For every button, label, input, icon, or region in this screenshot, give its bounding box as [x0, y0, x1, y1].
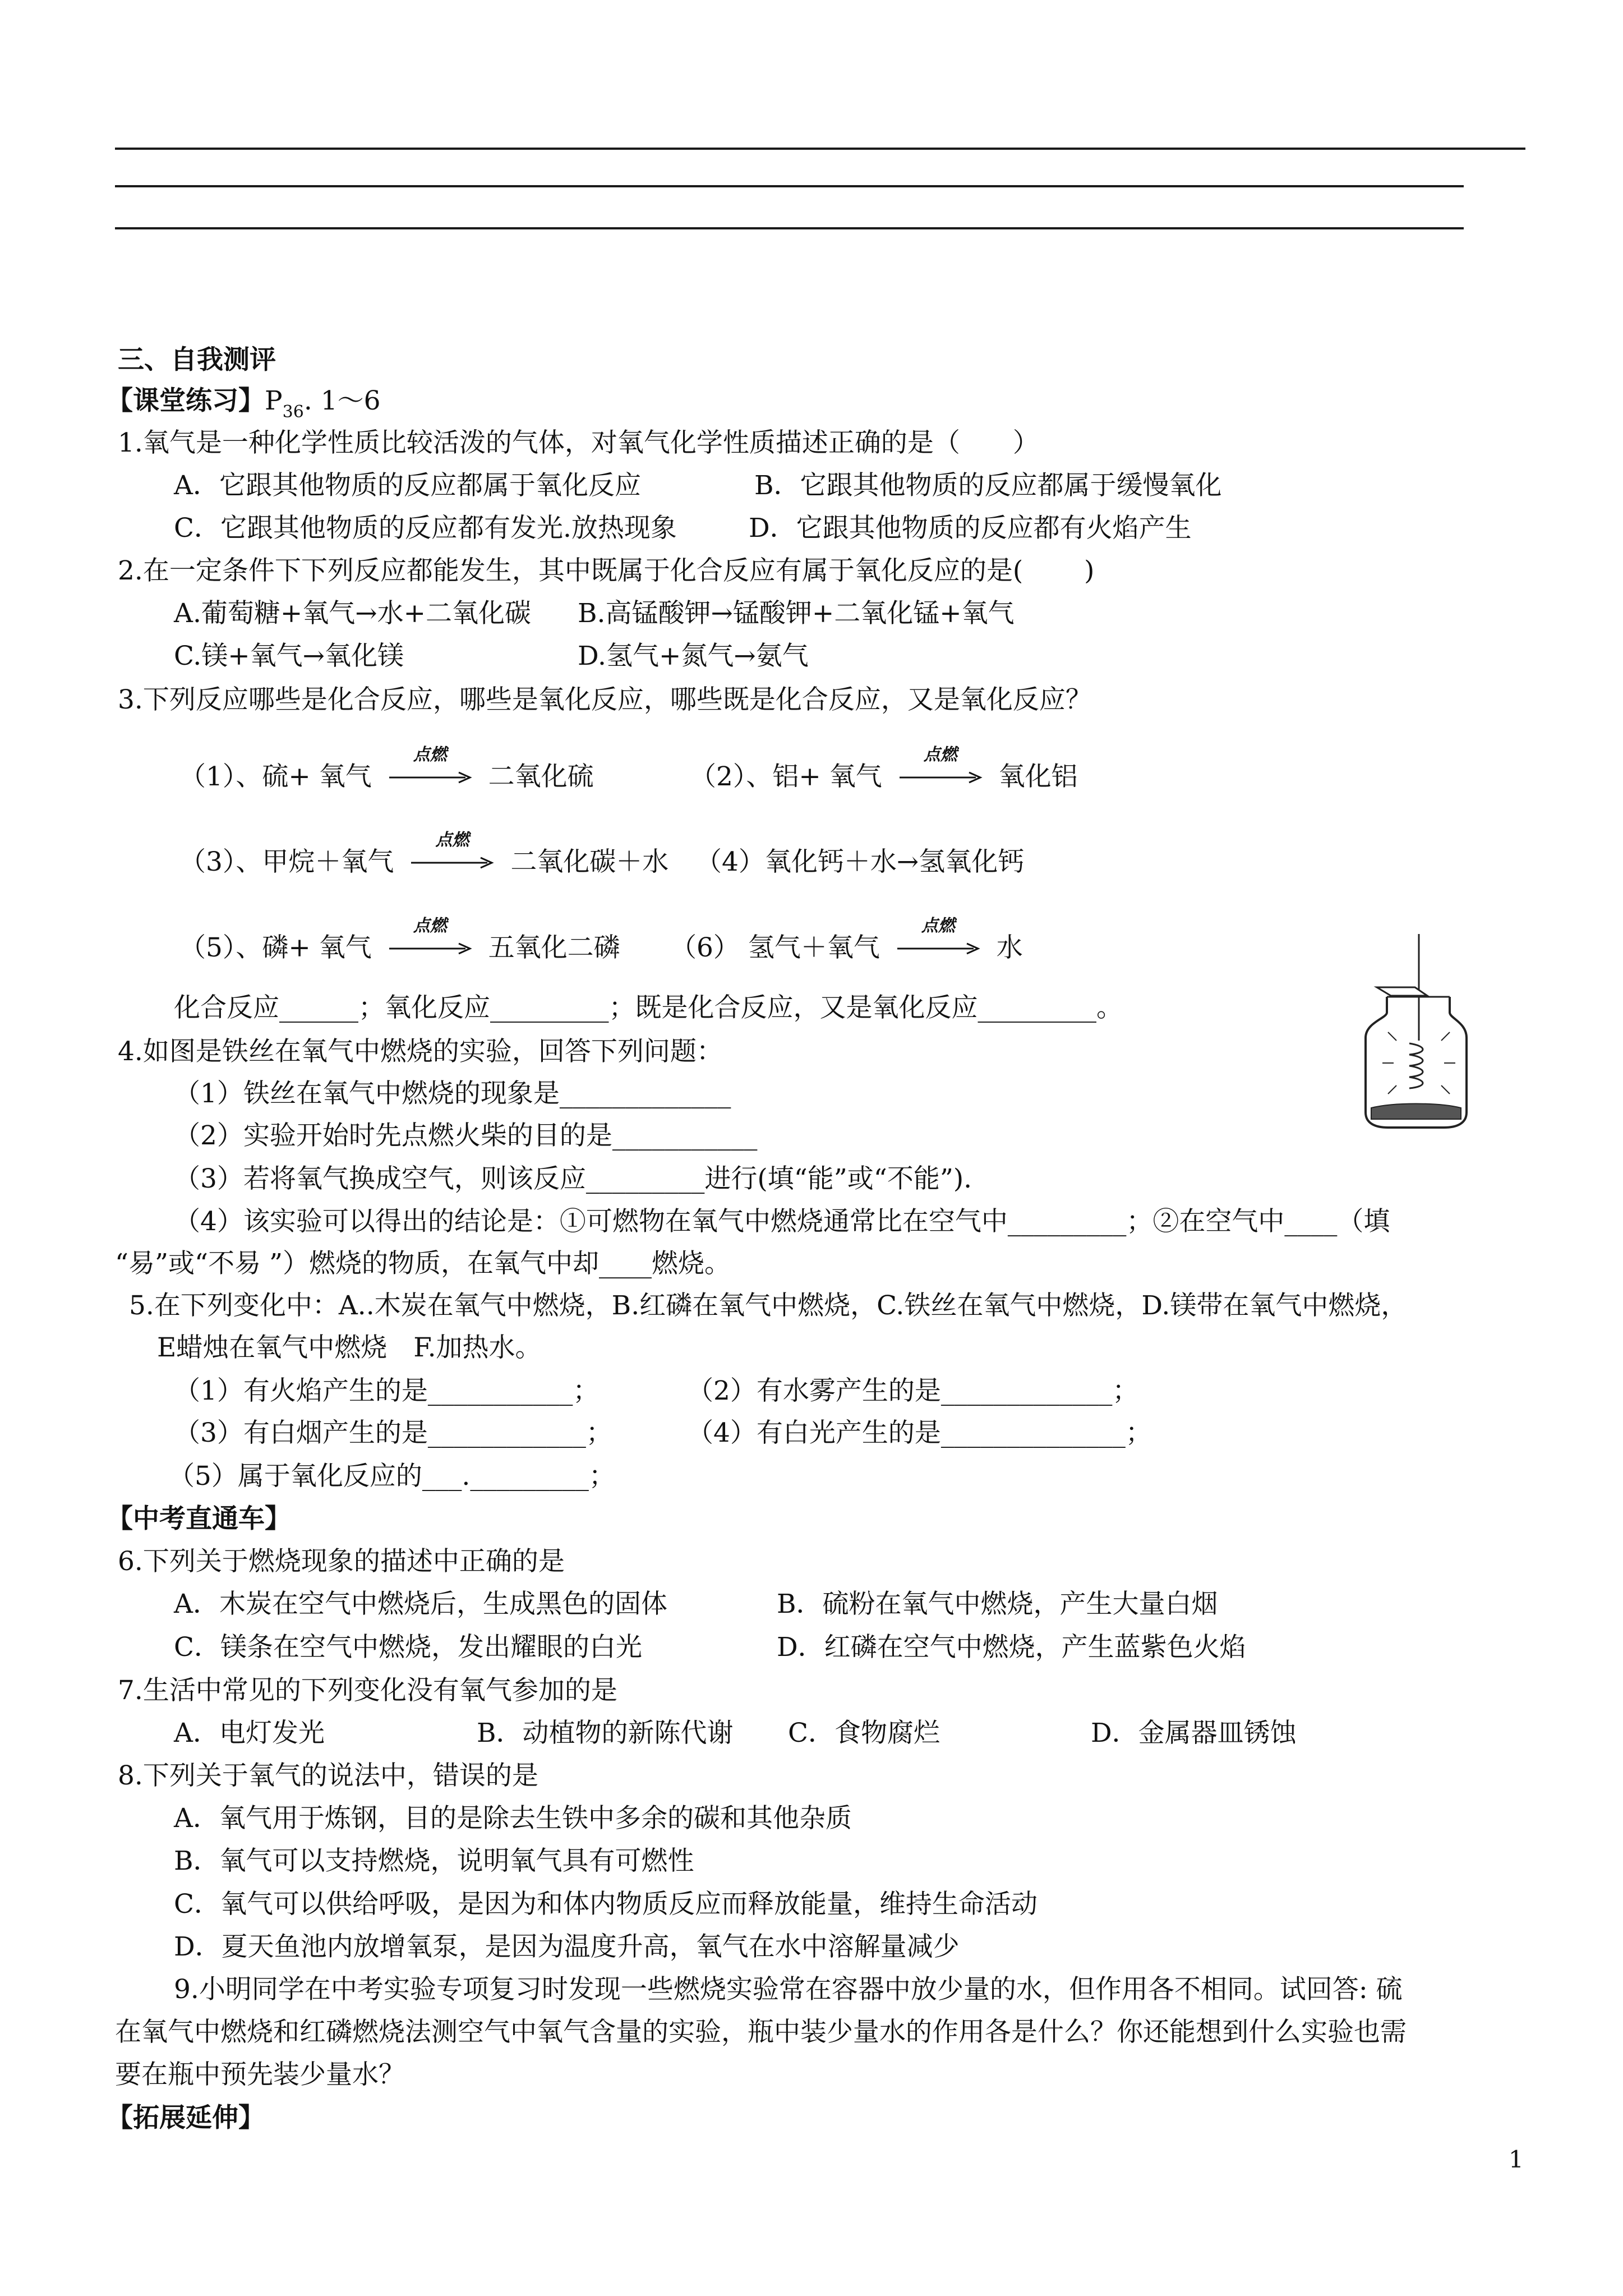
- answer-line-1: [115, 148, 1525, 150]
- q7-option-a: A．电灯发光: [174, 1718, 325, 1749]
- ignite-label: 点燃: [413, 916, 447, 936]
- ignite-arrow: [388, 745, 472, 794]
- section-title: 三、自我测评: [118, 344, 276, 375]
- q8-stem: 8.下列关于氧气的说法中，错误的是: [118, 1760, 538, 1791]
- ignite-arrow: [898, 745, 983, 794]
- q3-stem: 3.下列反应哪些是化合反应，哪些是氧化反应，哪些既是化合反应，又是氧化反应？: [118, 684, 1092, 715]
- q9-line-3: 要在瓶中预先装少量水？: [115, 2059, 405, 2090]
- ignite-arrow: [388, 916, 472, 965]
- ignite-arrow: [896, 916, 980, 965]
- q1-option-b: B．它跟其他物质的反应都属于缓慢氧化: [754, 470, 1222, 501]
- iron-wire-jar-icon: [1343, 934, 1478, 1136]
- q5-sub-2: （2）有水雾产生的是_____________；: [687, 1375, 1139, 1406]
- q6-option-a: A．木炭在空气中燃烧后，生成黑色的固体: [174, 1589, 667, 1619]
- classroom-heading: [107, 384, 381, 421]
- q4-sub-1: （1）铁丝在氧气中燃烧的现象是_____________: [174, 1078, 731, 1109]
- exam-heading: 【中考直通车】: [107, 1503, 291, 1534]
- ignite-label: 点燃: [921, 916, 955, 936]
- answer-line-3: [115, 227, 1464, 229]
- q5-sub-3: （3）有白烟产生的是____________；: [174, 1418, 612, 1448]
- q8-option-d: D．夏天鱼池内放增氧泵，是因为温度升高，氧气在水中溶解量减少: [174, 1931, 960, 1962]
- q5-stem: 5.在下列变化中：A..木炭在氧气中燃烧，B.红磷在氧气中燃烧，C.铁丝在氧气中燃烧，D.镁带在氧气中燃烧，: [129, 1290, 1408, 1321]
- extend-heading: 【拓展延伸】: [107, 2102, 265, 2133]
- q6-option-c: C．镁条在空气中燃烧，发出耀眼的白光: [174, 1632, 642, 1663]
- q4-stem: 4.如图是铁丝在氧气中燃烧的实验，回答下列问题：: [118, 1036, 723, 1067]
- answer-line-2: [115, 185, 1464, 187]
- reaction-5-product: 五氧化二磷: [488, 932, 620, 963]
- reaction-5: [179, 916, 620, 965]
- q3-answer-line: 化合反应______；氧化反应_________；既是化合反应，又是氧化反应_________。: [174, 992, 1123, 1023]
- reaction-1-product: 二氧化硫: [488, 761, 594, 792]
- classroom-heading-label: 【课堂练习】: [107, 385, 265, 416]
- ignite-arrow: [410, 830, 494, 879]
- reaction-2-product: 氧化铝: [998, 761, 1078, 792]
- q2-option-c: C.镁+氧气→氧化镁: [174, 641, 404, 671]
- reaction-1: [179, 745, 594, 794]
- q5-sub-4: （4）有白光产生的是______________；: [687, 1418, 1152, 1448]
- q2-option-b: B.高锰酸钾→锰酸钾+二氧化锰+氧气: [578, 598, 1015, 629]
- q8-option-b: B．氧气可以支持燃烧，说明氧气具有可燃性: [174, 1846, 694, 1876]
- reaction-4: （4）氧化钙＋水→氢氧化钙: [695, 846, 1025, 877]
- reaction-3: [179, 830, 669, 879]
- q5-sub-5: （5）属于氧化反应的___._________；: [168, 1461, 615, 1492]
- q2-stem: 2.在一定条件下下列反应都能发生，其中既属于化合反应有属于氧化反应的是( ): [118, 555, 1095, 586]
- q1-stem: 1.氧气是一种化学性质比较活泼的气体，对氧气化学性质描述正确的是（ ）: [118, 427, 1039, 458]
- q7-option-c: C．食物腐烂: [788, 1718, 940, 1749]
- q8-option-a: A．氧气用于炼钢，目的是除去生铁中多余的碳和其他杂质: [174, 1803, 852, 1834]
- reaction-3-reactants: （3）、甲烷＋氧气: [179, 846, 394, 877]
- q6-option-d: D．红磷在空气中燃烧，产生蓝紫色火焰: [777, 1632, 1246, 1663]
- ignite-label: 点燃: [413, 745, 447, 765]
- page-ref-range: . 1～6: [303, 385, 381, 416]
- reaction-6-product: 水: [996, 932, 1023, 963]
- q2-option-d: D.氢气+氮气→氨气: [578, 641, 809, 671]
- q4-sub-4-cont: “易”或“不易 ”）燃烧的物质，在氧气中却____燃烧。: [115, 1248, 731, 1279]
- reaction-3-product: 二氧化碳＋水: [510, 846, 669, 877]
- q1-option-a: A．它跟其他物质的反应都属于氧化反应: [174, 470, 641, 501]
- reaction-2: [690, 745, 1078, 794]
- q6-option-b: B．硫粉在氧气中燃烧，产生大量白烟: [777, 1589, 1218, 1619]
- q1-option-c: C．它跟其他物质的反应都有发光.放热现象: [174, 513, 677, 544]
- q7-option-d: D．金属器皿锈蚀: [1091, 1718, 1297, 1749]
- q4-sub-3: （3）若将氧气换成空气，则该反应_________进行(填“能”或“不能”).: [174, 1163, 972, 1194]
- reaction-6: [670, 916, 1023, 965]
- q7-option-b: B．动植物的新陈代谢: [477, 1718, 734, 1749]
- ignite-label: 点燃: [923, 745, 957, 765]
- reaction-5-reactants: （5）、磷+ 氧气: [179, 932, 372, 963]
- q9-line-1: 9.小明同学在中考实验专项复习时发现一些燃烧实验常在容器中放少量的水，但作用各不相同。试回答: 硫: [174, 1974, 1403, 2005]
- q6-stem: 6.下列关于燃烧现象的描述中正确的是: [118, 1546, 565, 1577]
- q1-option-d: D．它跟其他物质的反应都有火焰产生: [749, 513, 1192, 544]
- q5-sub-1: （1）有火焰产生的是___________；: [174, 1375, 600, 1406]
- page-ref-p: P: [265, 385, 283, 416]
- reaction-2-reactants: （2）、铝+ 氧气: [690, 761, 882, 792]
- reaction-6-reactants: （6） 氢气＋氧气: [670, 932, 880, 963]
- reaction-1-reactants: （1）、硫+ 氧气: [179, 761, 372, 792]
- q8-option-c: C．氧气可以供给呼吸，是因为和体内物质反应而释放能量，维持生命活动: [174, 1889, 1038, 1920]
- q4-sub-2: （2）实验开始时先点燃火柴的目的是___________: [174, 1120, 758, 1151]
- page-ref-sub: 36: [282, 402, 304, 422]
- q4-sub-4: （4）该实验可以得出的结论是：①可燃物在氧气中燃烧通常比在空气中_________；②在空气中____（填: [174, 1206, 1390, 1237]
- q5-stem-cont: E蜡烛在氧气中燃烧 F.加热水。: [157, 1332, 542, 1363]
- q2-option-a: A.葡萄糖+氧气→水+二氧化碳: [174, 598, 532, 629]
- q7-stem: 7.生活中常见的下列变化没有氧气参加的是: [118, 1675, 617, 1706]
- page-number: 1: [1509, 2146, 1524, 2173]
- q9-line-2: 在氧气中燃烧和红磷燃烧法测空气中氧气含量的实验，瓶中装少量水的作用各是什么？你还能想到什么实验也需: [115, 2017, 1407, 2047]
- ignite-label: 点燃: [435, 830, 469, 850]
